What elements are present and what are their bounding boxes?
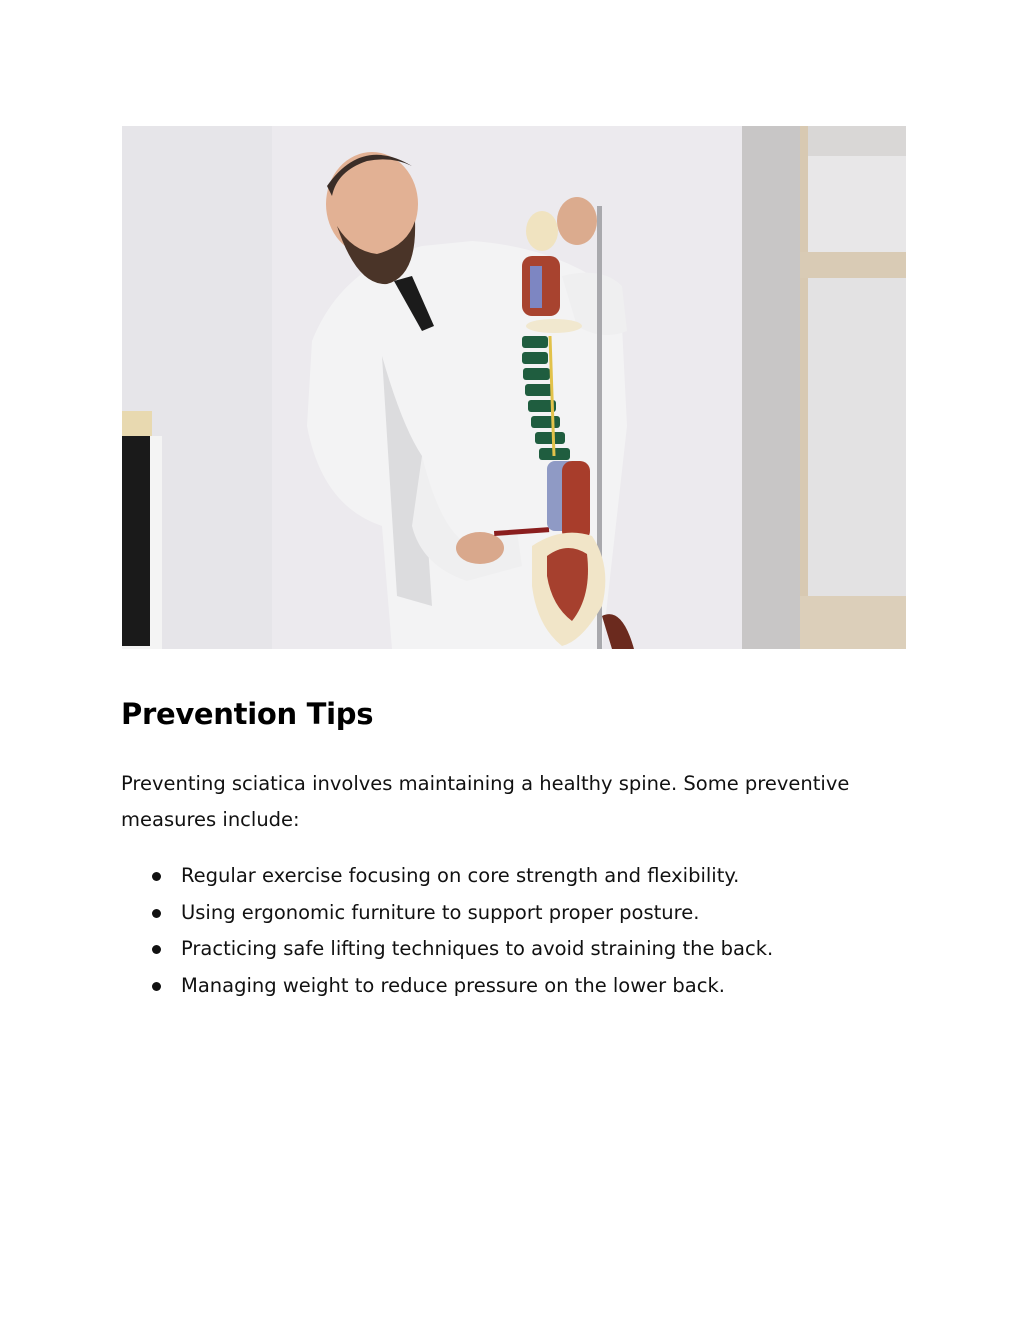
list-item	[121, 931, 921, 968]
photo-illustration	[122, 126, 906, 649]
list-item	[121, 858, 921, 895]
bullet-icon	[152, 872, 161, 881]
list-item-text: Managing weight to reduce pressure on the lower back.	[181, 973, 725, 997]
section-heading: Prevention Tips	[121, 697, 374, 731]
list-item	[121, 895, 921, 932]
bullet-icon	[152, 909, 161, 918]
list-item-text: Practicing safe lifting techniques to avoid straining the back.	[181, 937, 774, 960]
list-item	[121, 968, 921, 1005]
bullet-icon	[152, 982, 161, 991]
list-item-text: Using ergonomic furniture to support proper posture.	[181, 900, 700, 924]
intro-paragraph: Preventing sciatica involves maintaining a healthy spine. Some preventive measures include:	[121, 772, 850, 831]
list-item-text: Regular exercise focusing on core strength and flexibility.	[181, 864, 740, 887]
doctor-spine-photo	[122, 126, 906, 649]
bullet-icon	[152, 945, 161, 954]
prevention-list	[121, 858, 921, 1004]
